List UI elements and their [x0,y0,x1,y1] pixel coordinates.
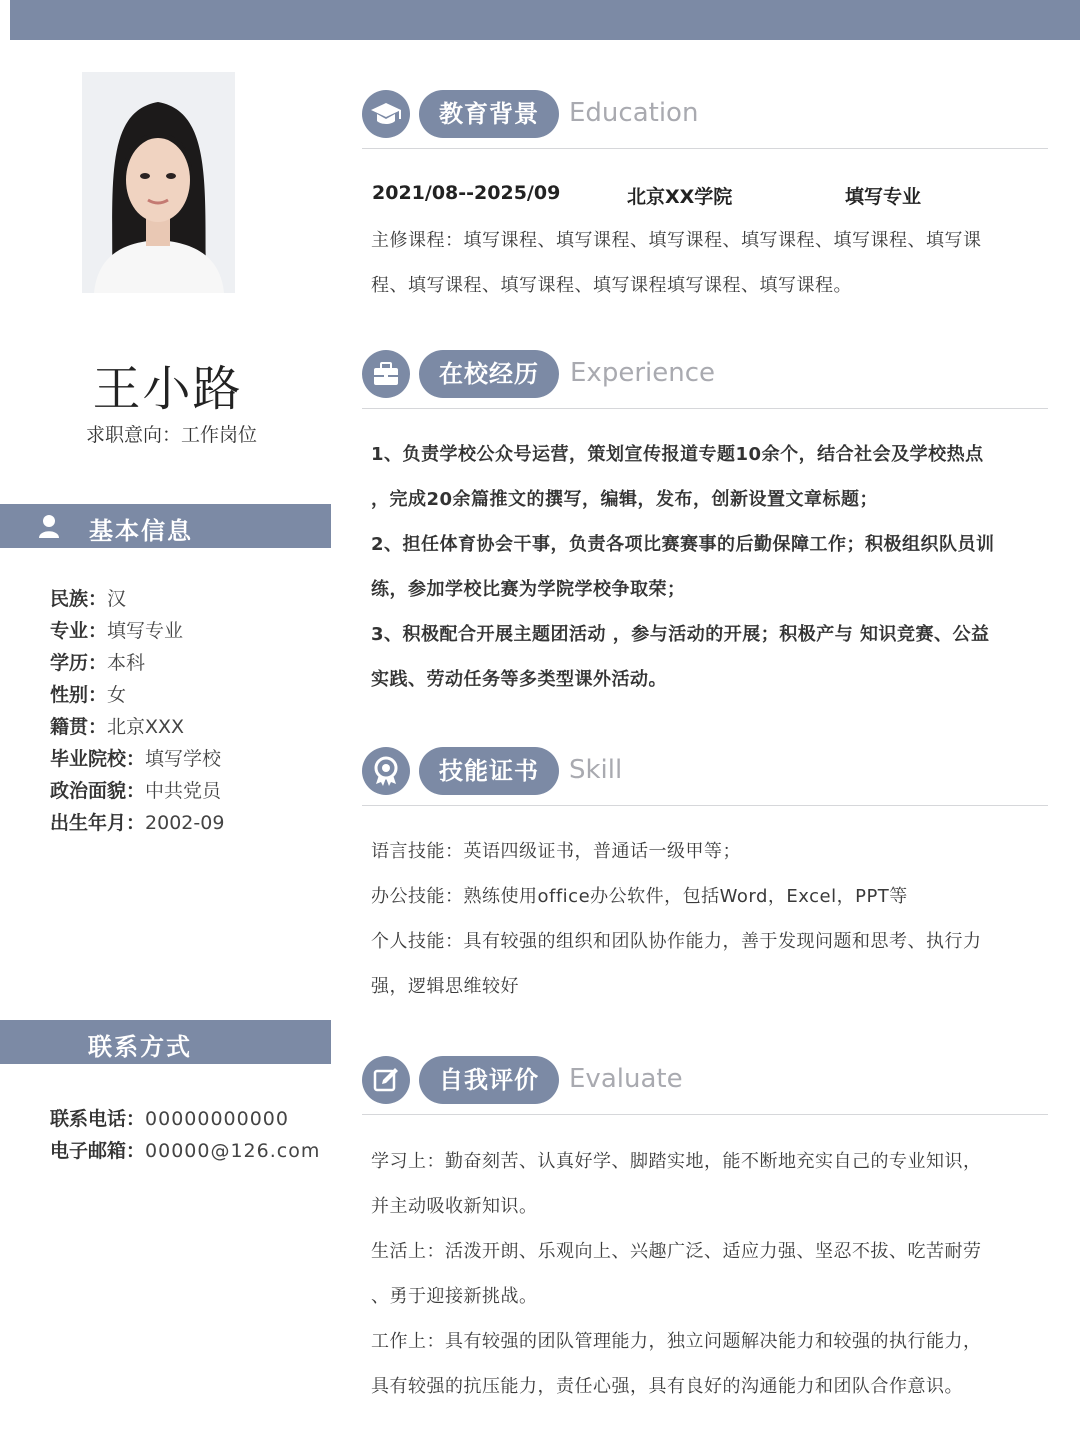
text-line: 2、担任体育协会干事，负责各项比赛赛事的后勤保障工作；积极组织队员训 [371,534,995,555]
skill-header [362,745,1048,807]
job-intent [60,420,315,447]
text-line: 练，参加学校比赛为学院学校争取荣； [371,579,686,600]
text-line: 生活上：活泼开朗、乐观向上、兴趣广泛、适应力强、坚忍不拔、吃苦耐劳 [371,1241,982,1262]
text-line: 强，逻辑思维较好 [371,976,519,997]
evaluate-header [362,1054,1048,1116]
experience-en-title: Experience [570,358,715,388]
info-row-political [50,778,320,810]
info-value: 2002-09 [145,812,225,834]
skill-text [371,829,1043,1009]
info-row-degree [50,650,320,682]
info-row-gender [50,682,320,714]
basic-info-banner [0,504,331,548]
education-title: 教育背景 [419,90,559,138]
job-intent-value: 工作岗位 [181,424,258,446]
contact-list [50,1106,330,1170]
info-label: 学历： [50,652,108,674]
contact-row-phone [50,1106,330,1138]
contact-value: 00000000000 [145,1108,289,1130]
text-line: 具有较强的抗压能力，责任心强，具有良好的沟通能力和团队合作意识。 [371,1376,963,1397]
graduation-cap-icon [362,90,410,138]
candidate-name: 王小路 [92,361,243,417]
text-line: 主修课程：填写课程、填写课程、填写课程、填写课程、填写课程、填写课 [371,230,982,251]
education-header [362,88,1048,150]
contact-value: 00000@126.com [145,1140,321,1162]
skill-en-title: Skill [569,755,623,785]
text-line: 3、积极配合开展主题团活动 ，参与活动的开展；积极产与 知识竞赛、公益 [371,624,990,645]
education-summary [372,182,1052,212]
info-row-hometown [50,714,320,746]
text-line: 、勇于迎接新挑战。 [371,1286,538,1307]
info-label: 民族： [50,588,108,610]
text-line: 办公技能：熟练使用office办公软件，包括Word，Excel，PPT等 [371,886,908,907]
info-row-birth [50,810,320,842]
contact-row-email [50,1138,330,1170]
text-line: 工作上：具有较强的团队管理能力，独立问题解决能力和较强的执行能力， [371,1331,982,1352]
section-divider [362,805,1048,806]
evaluate-text [371,1139,1043,1409]
contact-banner [0,1020,331,1064]
section-divider [362,1114,1048,1115]
section-divider [362,408,1048,409]
text-line: 1、负责学校公众号运营，策划宣传报道专题10余个，结合社会及学校热点 [371,444,984,465]
contact-title: 联系方式 [88,1033,192,1061]
education-school: 北京XX学院 [627,186,733,208]
info-value: 填写专业 [107,620,184,642]
basic-info-title: 基本信息 [89,517,193,545]
info-row-major [50,618,320,650]
evaluate-title: 自我评价 [419,1056,559,1104]
job-intent-label: 求职意向： [86,424,182,446]
experience-text [371,432,1043,702]
info-value: 北京XXX [107,716,185,738]
info-value: 女 [107,684,127,706]
profile-photo [82,72,235,293]
experience-title: 在校经历 [419,350,559,398]
section-divider [362,148,1048,149]
info-label: 专业： [50,620,108,642]
text-line: 学习上：勤奋刻苦、认真好学、脚踏实地，能不断地充实自己的专业知识， [371,1151,982,1172]
text-line: 实践、劳动任务等多类型课外活动。 [371,669,667,690]
info-label: 性别： [50,684,108,706]
info-value: 填写学校 [145,748,222,770]
text-line: 并主动吸收新知识。 [371,1196,538,1217]
info-label: 出生年月： [50,812,146,834]
evaluate-en-title: Evaluate [569,1064,683,1094]
contact-label: 电子邮箱： [50,1140,146,1162]
text-line: 程、填写课程、填写课程、填写课程填写课程、填写课程。 [371,275,852,296]
experience-header [362,348,1048,410]
education-period: 2021/08--2025/09 [372,182,561,204]
education-en-title: Education [569,98,699,128]
edit-icon [362,1056,410,1104]
info-value: 中共党员 [145,780,222,802]
text-line: ，完成20余篇推文的撰写，编辑，发布，创新设置文章标题； [371,489,879,510]
info-value: 本科 [107,652,146,674]
user-icon [38,514,60,542]
info-row-ethnicity [50,586,320,618]
skill-title: 技能证书 [419,747,559,795]
education-courses [371,218,1043,308]
award-icon [362,747,410,795]
text-line: 语言技能：英语四级证书，普通话一级甲等； [371,841,741,862]
text-line: 个人技能：具有较强的组织和团队协作能力，善于发现问题和思考、执行力 [371,931,982,952]
education-major: 填写专业 [845,186,922,208]
info-value: 汉 [107,588,127,610]
info-row-school [50,746,320,778]
info-label: 毕业院校： [50,748,146,770]
contact-label: 联系电话： [50,1108,146,1130]
top-header-bar [10,0,1080,40]
info-label: 籍贯： [50,716,108,738]
briefcase-icon [362,350,410,398]
basic-info-list [50,586,320,842]
info-label: 政治面貌： [50,780,146,802]
